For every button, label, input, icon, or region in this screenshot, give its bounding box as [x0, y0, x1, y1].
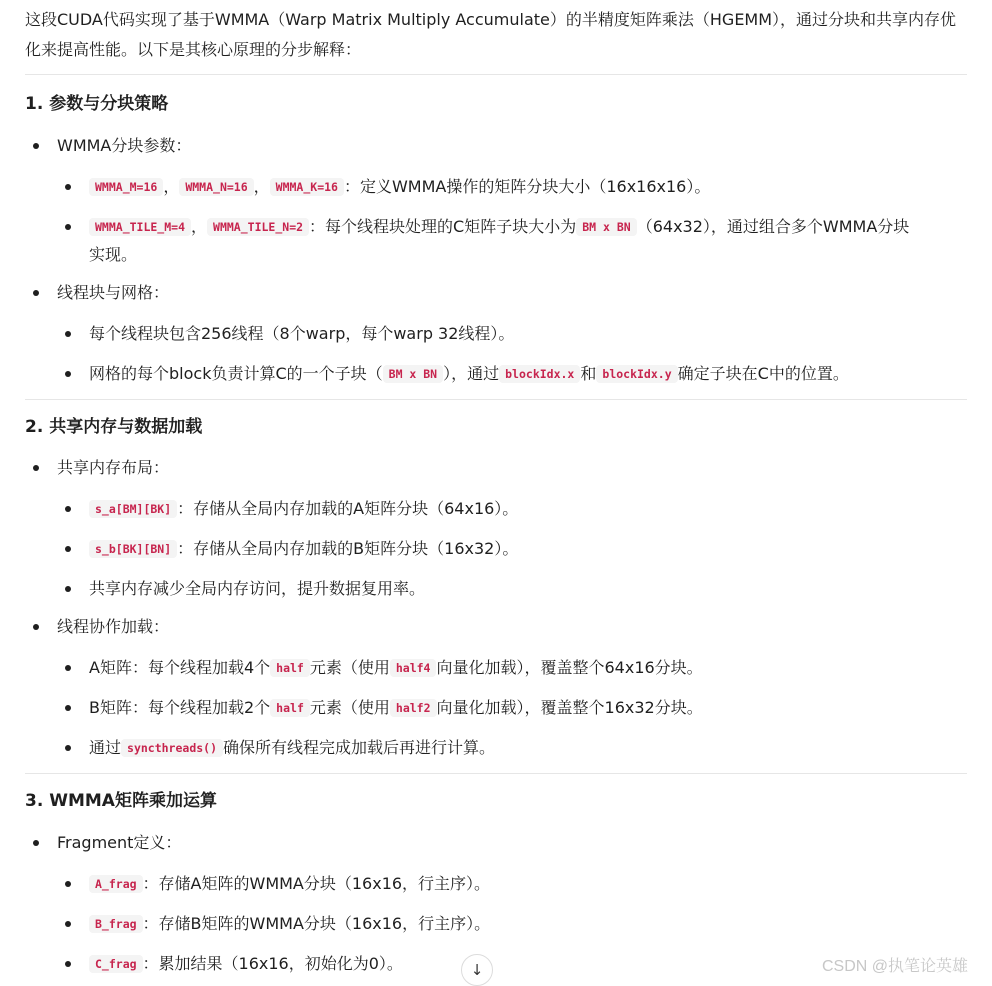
list-item-label: WMMA分块参数： [57, 136, 192, 155]
text: 确定子块在C中的位置。 [677, 364, 849, 383]
bullet-icon [65, 586, 71, 592]
text: 实现。 [89, 245, 138, 264]
text: 网格的每个block负责计算C的一个子块（ [89, 364, 383, 383]
bullet-icon [65, 665, 71, 671]
text: 通过 [89, 738, 122, 757]
article-content [25, 0, 967, 978]
list-item [57, 694, 967, 722]
list-item-label: 共享内存布局： [57, 458, 170, 477]
inline-code: half4 [390, 659, 437, 677]
inline-code: half [270, 659, 310, 677]
inline-code: WMMA_N=16 [179, 178, 253, 196]
list-item [25, 455, 967, 603]
bullet-icon [65, 745, 71, 751]
sub-list [57, 320, 967, 388]
text: ， [191, 217, 208, 236]
section-3 [25, 787, 967, 978]
inline-code: A_frag [89, 875, 143, 893]
bullet-icon [33, 624, 39, 630]
bullet-icon [65, 881, 71, 887]
bullet-icon [65, 371, 71, 377]
text: ：累加结果（16x16，初始化为0）。 [142, 954, 403, 973]
text: ：存储A矩阵的WMMA分块（16x16，行主序）。 [142, 874, 491, 893]
inline-code: s_a[BM][BK] [89, 500, 177, 518]
list-item [25, 280, 967, 388]
inline-code: BM x BN [383, 365, 443, 383]
inline-code: WMMA_TILE_N=2 [207, 218, 309, 236]
text: ：存储从全局内存加载的A矩阵分块（64x16）。 [177, 499, 519, 518]
list-item [57, 495, 967, 523]
list-item [25, 614, 967, 762]
bullet-icon [65, 961, 71, 967]
bullet-icon [33, 840, 39, 846]
sub-list [57, 654, 967, 762]
text: A矩阵：每个线程加载4个 [89, 658, 271, 677]
text: 元素（使用 [309, 698, 390, 717]
text: ），通过 [443, 364, 500, 383]
list-item [57, 910, 967, 938]
watermark: CSDN @执笔论英雄 [822, 958, 969, 975]
intro-paragraph: 这段CUDA代码实现了基于WMMA（Warp Matrix Multiply Accumulate）的半精度矩阵乘法（HGEMM），通过分块和共享内存优化来提高性能。以下是其核心原理的分步解释： [25, 10, 957, 59]
text: 确保所有线程完成加载后再进行计算。 [223, 738, 496, 757]
text: （64x32），通过组合多个WMMA分块 [636, 217, 910, 236]
bullet-icon [65, 705, 71, 711]
bullet-icon [65, 331, 71, 337]
list-item-label: Fragment定义： [57, 833, 182, 852]
section-divider [25, 74, 967, 75]
bullet-icon [33, 143, 39, 149]
sub-list [57, 495, 967, 603]
inline-code: WMMA_K=16 [270, 178, 344, 196]
bullet-list [25, 133, 967, 388]
section-title: 2. 共享内存与数据加载 [25, 417, 203, 437]
bullet-icon [65, 546, 71, 552]
arrow-down-icon: ↓ [470, 961, 484, 979]
text: ， [253, 177, 270, 196]
bullet-icon [65, 184, 71, 190]
list-item [57, 870, 967, 898]
section-divider [25, 773, 967, 774]
inline-code: B_frag [89, 915, 143, 933]
inline-code: WMMA_M=16 [89, 178, 163, 196]
list-item-label: 线程块与网格： [57, 283, 170, 302]
text: ：存储B矩阵的WMMA分块（16x16，行主序）。 [142, 914, 491, 933]
inline-code: s_b[BK][BN] [89, 540, 177, 558]
bullet-icon [65, 506, 71, 512]
list-item [57, 654, 967, 682]
text: 和 [580, 364, 597, 383]
list-item [57, 535, 967, 563]
inline-code: WMMA_TILE_M=4 [89, 218, 191, 236]
section-2 [25, 413, 967, 762]
section-title: 3. WMMA矩阵乘加运算 [25, 791, 217, 811]
text: 每个线程块包含256线程（8个warp，每个warp 32线程）。 [89, 324, 515, 343]
text: ， [163, 177, 180, 196]
text: B矩阵：每个线程加载2个 [89, 698, 271, 717]
bullet-icon [65, 224, 71, 230]
scroll-down-button[interactable] [461, 954, 493, 986]
list-item [57, 173, 967, 201]
list-item [57, 360, 967, 388]
bullet-icon [33, 465, 39, 471]
text: 向量化加载），覆盖整个64x16分块。 [436, 658, 703, 677]
text: 元素（使用 [309, 658, 390, 677]
inline-code: syncthreads() [121, 739, 223, 757]
list-item [57, 213, 967, 269]
text: ：定义WMMA操作的矩阵分块大小（16x16x16）。 [343, 177, 711, 196]
bullet-icon [33, 290, 39, 296]
section-divider [25, 399, 967, 400]
list-item [57, 575, 967, 603]
section-title: 1. 参数与分块策略 [25, 94, 169, 114]
text: 向量化加载），覆盖整个16x32分块。 [436, 698, 703, 717]
text: ：存储从全局内存加载的B矩阵分块（16x32）。 [177, 539, 519, 558]
inline-code: blockIdx.x [499, 365, 580, 383]
text: ：每个线程块处理的C矩阵子块大小为 [309, 217, 577, 236]
list-item-label: 线程协作加载： [57, 617, 170, 636]
bullet-icon [65, 921, 71, 927]
inline-code: half2 [390, 699, 437, 717]
list-item [57, 734, 967, 762]
bullet-list [25, 455, 967, 762]
inline-code: blockIdx.y [596, 365, 677, 383]
inline-code: C_frag [89, 955, 143, 973]
list-item [57, 320, 967, 348]
list-item [25, 133, 967, 269]
section-1 [25, 90, 967, 388]
sub-list [57, 173, 967, 269]
inline-code: half [270, 699, 310, 717]
inline-code: BM x BN [576, 218, 636, 236]
text: 共享内存减少全局内存访问，提升数据复用率。 [89, 579, 426, 598]
